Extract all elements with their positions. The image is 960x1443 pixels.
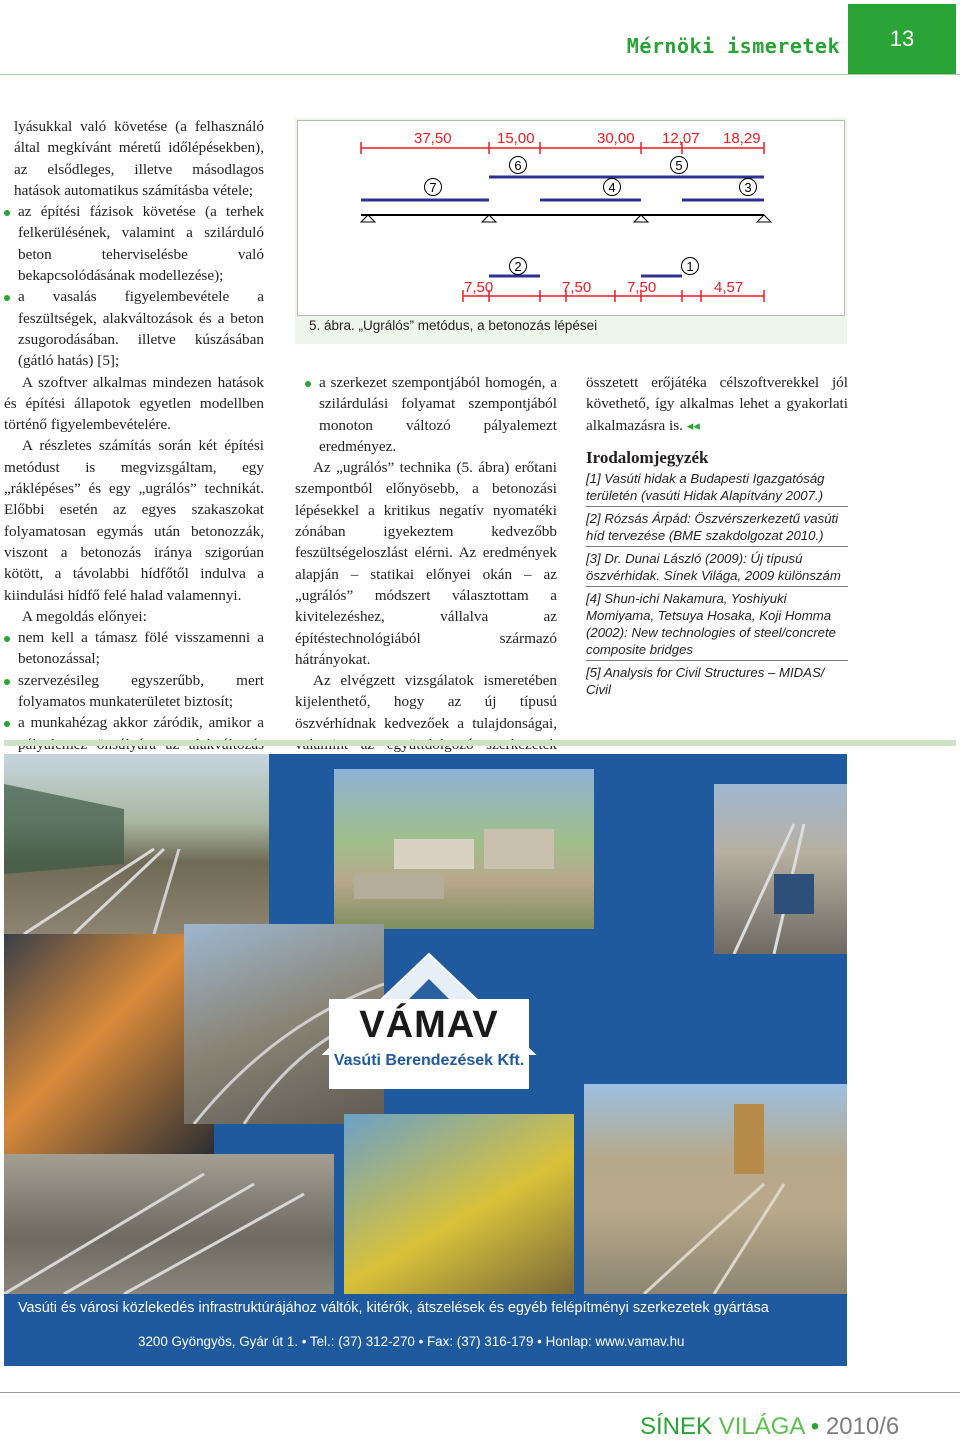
dim-label: 7,50 <box>562 279 592 296</box>
text-column-3 <box>586 372 848 703</box>
page-number-box <box>848 4 956 74</box>
step-number: 1 <box>686 259 694 274</box>
bullet-item: nem kell a támasz fölé visszamenni a betonozással; <box>4 627 264 670</box>
step-number: 6 <box>514 158 522 173</box>
pouring-steps-diagram <box>298 121 844 315</box>
text-column-1 <box>4 116 264 776</box>
ad-contact: 3200 Gyöngyös, Gyár út 1. • Tel.: (37) 312-270 • Fax: (37) 316-179 • Honlap: www.vamav.hu <box>138 1334 685 1349</box>
support-symbol <box>634 215 648 222</box>
paragraph: lyásukkal való követése (a felhasználó által megkívánt méretű időlépésekben), az elsődleges, illetve másodlagos hatások automatikus számításba vétele; <box>14 118 264 199</box>
ad-separator <box>4 740 956 746</box>
references-title: Irodalomjegyzék <box>586 447 709 467</box>
step-number: 2 <box>514 259 522 274</box>
paragraph: A részletes számítás során két építési metódust is megvizsgáltam, egy „ráklépéses” és egy „ugrálós” technikát. Előbbi esetén az egyes szakaszokat folyamatosan egymás után betonozzák, viszont a betonozás iránya szigorúan kötött, a távolabbi hídfőtől indulva a kiindulási hídfő felé halad valamennyi. <box>4 437 264 604</box>
reference-item: [1] Vasúti hidak a Budapesti Igazgatóság területén (vasúti Hidak Alapítvány 2007.) <box>586 470 848 507</box>
dim-label: 18,29 <box>723 130 761 147</box>
bullet-item: a munkahézag akkor záródik, amikor a <box>4 712 264 776</box>
figure-caption: 5. ábra. „Ugrálós” metódus, a betonozás lépései <box>309 318 598 333</box>
bridge-photo-illustration <box>4 754 269 934</box>
dim-label: 15,00 <box>497 130 535 147</box>
photo-bridge <box>4 754 269 934</box>
paragraph: Az „ugrálós” technika (5. ábra) erőtani szempontból előnyösebb, a betonozási lépésekkel a kritikus negatív nyomatéki zónában igyekeztem kedvezőbb feszültségeloszlást elérni. Az eredmények alapján – statikai előnyei okán – az „ugrálós” módszert választottam a kivitelezéshez, vállalva az építéstechnológiából származó hátrányokat. <box>295 459 557 668</box>
section-title: Mérnöki ismeretek <box>626 34 840 58</box>
dim-label: 30,00 <box>597 130 635 147</box>
logo-company: Vasúti Berendezések Kft. <box>333 1052 525 1069</box>
footer-brand <box>640 1413 899 1441</box>
factory-aerial-illustration <box>334 769 594 929</box>
dim-label: 4,57 <box>714 279 744 296</box>
ad-tagline: Vasúti és városi közlekedés infrastruktúrájához váltók, kitérők, átszelések és egyéb felépítményi szerkezetek gyártása <box>18 1300 769 1316</box>
support-symbol <box>361 215 375 222</box>
photo-city-tram <box>584 1084 847 1294</box>
brand-bullet: • <box>810 1413 820 1440</box>
reference-item: [3] Dr. Dunai László (2009): Új típusú öszvérhidak. Sínek Világa, 2009 különszám <box>586 550 848 587</box>
header-rule <box>0 74 960 75</box>
paragraph: A megoldás előnyei: <box>22 607 147 625</box>
step-number: 7 <box>429 180 437 195</box>
issue-number: 2010/6 <box>825 1413 900 1440</box>
page-number: 13 <box>889 26 915 51</box>
step-number: 4 <box>608 180 616 195</box>
reference-item: [5] Analysis for Civil Structures – MIDAS/ Civil <box>586 665 825 698</box>
turnout-illustration <box>4 1154 334 1294</box>
footer-rule <box>0 1392 960 1393</box>
bullet-item: a szerkezet szempontjából homogén, a szilárdulási folyamat szempontjából monoton változó pályalemezt eredményez. <box>295 372 557 457</box>
dim-label: 37,50 <box>414 130 452 147</box>
bullet-item: szervezésileg egyszerűbb, mert folyamatos munkaterületet biztosít; <box>4 670 264 713</box>
photo-factory-aerial <box>334 769 594 929</box>
brand-word-1: SÍNEK <box>640 1413 713 1440</box>
switch-tracks-illustration <box>714 784 847 954</box>
dim-label: 7,50 <box>464 279 494 296</box>
support-symbol <box>482 215 496 222</box>
paragraph: Az elvégzett vizsgálatok ismeretében kijelenthető, hogy az új típusú öszvérhídnak kedvezőek a tulajdonságai, <box>295 672 557 732</box>
city-tram-illustration <box>584 1084 847 1294</box>
figure-diagram <box>297 120 845 316</box>
dim-label: 12,07 <box>662 130 700 147</box>
paragraph-text: összetett erőjátéka célszoftverekkel jól követhető, így alkalmas lehet a gyakorlati alkalmazásra is. <box>586 374 848 434</box>
dim-label: 7,50 <box>627 279 657 296</box>
bullet-item: az építési fázisok követése (a terhek felkerülésének, valamint a szilárduló beton teherviselésbe való bekapcsolódásának modellezése); <box>4 201 264 286</box>
step-number: 3 <box>744 180 752 195</box>
step-number: 5 <box>675 158 683 173</box>
reference-item: [4] Shun-ichi Nakamura, Yoshiyuki Momiyama, Tetsuya Hosaka, Koji Homma (2002): New technologies of steel/concrete composite bridges <box>586 590 848 661</box>
reference-item: [2] Rózsás Árpád: Öszvérszerkezetű vasúti híd tervezése (BME szakdolgozat 2010.) <box>586 510 848 547</box>
support-symbol <box>757 215 771 222</box>
photo-transport-crane <box>344 1114 574 1294</box>
brand-word-2: VILÁGA <box>718 1413 805 1440</box>
vamav-advertisement <box>4 754 847 1366</box>
photo-turnout <box>4 1154 334 1294</box>
photo-foundry <box>4 934 214 1154</box>
text-column-2 <box>295 372 557 777</box>
photo-switch-tracks <box>714 784 847 954</box>
end-mark-icon: ◂◂ <box>686 418 700 434</box>
logo-text: VÁMAV <box>359 1004 499 1046</box>
paragraph <box>586 372 848 437</box>
paragraph: A szoftver alkalmas mindezen hatások és építési állapotok egyetlen modellben történő figyelembevételére. <box>4 373 264 434</box>
bullet-item: a vasalás figyelembevétele a feszültségek, alakváltozások és a beton zsugorodásában. illetve kúszásában (gátló hatás) [5]; <box>4 286 264 371</box>
